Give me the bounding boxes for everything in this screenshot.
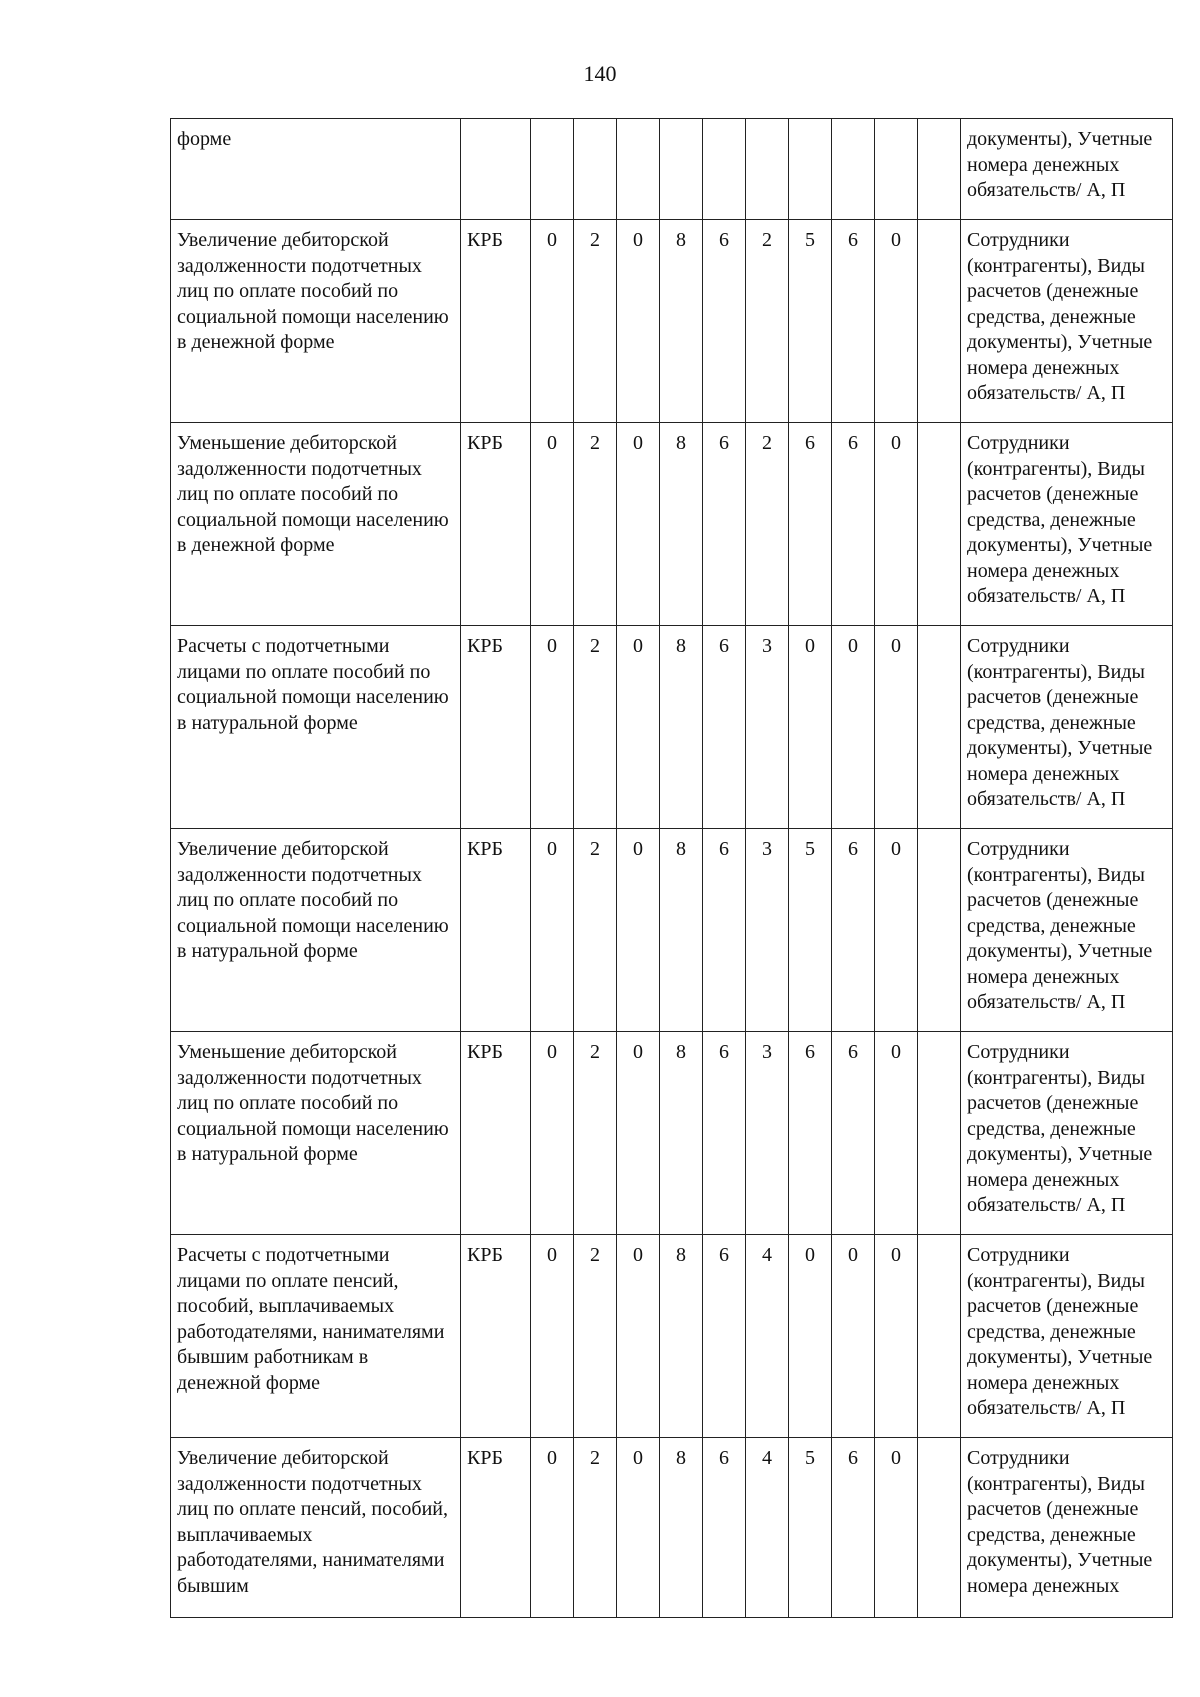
account-code-digit-cell: 0 <box>531 1438 574 1618</box>
account-code-digit-cell: 0 <box>531 1235 574 1438</box>
table-row <box>171 1235 1173 1438</box>
account-code-digit-cell: 0 <box>531 423 574 626</box>
account-code-digit-cell: 8 <box>660 220 703 423</box>
account-name-cell: Увеличение дебиторской задолженности подотчетных лиц по оплате пособий по социальной помощи населению в денежной форме <box>171 220 461 423</box>
table-row <box>171 626 1173 829</box>
account-code-digit-cell: 0 <box>617 1438 660 1618</box>
budget-type-cell: КРБ <box>461 1438 531 1618</box>
account-code-digit-cell <box>531 119 574 220</box>
account-code-digit-cell <box>918 1235 961 1438</box>
account-code-digit-cell: 2 <box>574 829 617 1032</box>
budget-type-cell: КРБ <box>461 220 531 423</box>
accounts-table <box>170 118 1173 1618</box>
account-code-digit-cell: 0 <box>531 829 574 1032</box>
page-number: 140 <box>583 61 617 86</box>
analytics-cell: документы), Учетные номера денежных обязательств/ А, П <box>961 119 1173 220</box>
account-code-digit-cell: 6 <box>703 220 746 423</box>
account-code-digit-cell <box>918 220 961 423</box>
account-code-digit-cell: 8 <box>660 829 703 1032</box>
account-code-digit-cell: 0 <box>875 1235 918 1438</box>
account-code-digit-cell: 6 <box>703 1438 746 1618</box>
account-code-digit-cell: 0 <box>875 423 918 626</box>
account-code-digit-cell: 0 <box>531 1032 574 1235</box>
account-code-digit-cell: 0 <box>617 1235 660 1438</box>
account-name-cell: Увеличение дебиторской задолженности подотчетных лиц по оплате пенсий, пособий, выплачиваемых работодателями, нанимателями бывшим <box>171 1438 461 1618</box>
account-code-digit-cell: 2 <box>574 220 617 423</box>
account-code-digit-cell: 8 <box>660 423 703 626</box>
analytics-cell: Сотрудники (контрагенты), Виды расчетов (денежные средства, денежные документы), Учетные номера денежных обязательств/ А, П <box>961 1235 1173 1438</box>
table-row <box>171 1032 1173 1235</box>
account-code-digit-cell <box>703 119 746 220</box>
account-code-digit-cell: 0 <box>875 1032 918 1235</box>
account-code-digit-cell: 2 <box>574 1438 617 1618</box>
analytics-cell: Сотрудники (контрагенты), Виды расчетов (денежные средства, денежные документы), Учетные номера денежных обязательств/ А, П <box>961 1032 1173 1235</box>
account-code-digit-cell: 5 <box>789 220 832 423</box>
account-code-digit-cell: 3 <box>746 829 789 1032</box>
budget-type-cell: КРБ <box>461 423 531 626</box>
account-code-digit-cell: 8 <box>660 1235 703 1438</box>
account-code-digit-cell <box>875 119 918 220</box>
analytics-cell: Сотрудники (контрагенты), Виды расчетов (денежные средства, денежные документы), Учетные номера денежных обязательств/ А, П <box>961 626 1173 829</box>
account-code-digit-cell <box>918 626 961 829</box>
account-name-cell: форме <box>171 119 461 220</box>
table-row <box>171 829 1173 1032</box>
account-code-digit-cell: 3 <box>746 626 789 829</box>
account-code-digit-cell: 0 <box>875 220 918 423</box>
account-code-digit-cell: 6 <box>703 626 746 829</box>
account-code-digit-cell: 6 <box>703 1032 746 1235</box>
account-code-digit-cell: 0 <box>617 829 660 1032</box>
account-code-digit-cell: 6 <box>832 423 875 626</box>
table-row <box>171 119 1173 220</box>
budget-type-cell <box>461 119 531 220</box>
account-code-digit-cell: 0 <box>875 626 918 829</box>
account-code-digit-cell: 0 <box>617 423 660 626</box>
account-name-cell: Расчеты с подотчетными лицами по оплате пособий по социальной помощи населению в натуральной форме <box>171 626 461 829</box>
account-code-digit-cell: 0 <box>789 626 832 829</box>
budget-type-cell: КРБ <box>461 829 531 1032</box>
account-code-digit-cell: 5 <box>789 1438 832 1618</box>
account-code-digit-cell: 4 <box>746 1235 789 1438</box>
account-code-digit-cell: 6 <box>703 829 746 1032</box>
account-code-digit-cell: 0 <box>617 1032 660 1235</box>
account-code-digit-cell <box>918 423 961 626</box>
account-code-digit-cell: 6 <box>832 1438 875 1618</box>
account-code-digit-cell <box>617 119 660 220</box>
account-code-digit-cell: 2 <box>574 423 617 626</box>
table-row <box>171 1438 1173 1618</box>
account-code-digit-cell: 0 <box>875 829 918 1032</box>
account-code-digit-cell <box>918 1438 961 1618</box>
account-name-cell: Расчеты с подотчетными лицами по оплате пенсий, пособий, выплачиваемых работодателями, нанимателями бывшим работникам в денежной форме <box>171 1235 461 1438</box>
account-code-digit-cell: 2 <box>574 1032 617 1235</box>
account-code-digit-cell: 0 <box>832 626 875 829</box>
account-code-digit-cell: 0 <box>531 626 574 829</box>
account-code-digit-cell: 8 <box>660 1032 703 1235</box>
account-code-digit-cell: 5 <box>789 829 832 1032</box>
account-code-digit-cell: 4 <box>746 1438 789 1618</box>
account-code-digit-cell: 8 <box>660 1438 703 1618</box>
budget-type-cell: КРБ <box>461 626 531 829</box>
account-code-digit-cell: 2 <box>746 423 789 626</box>
analytics-cell: Сотрудники (контрагенты), Виды расчетов (денежные средства, денежные документы), Учетные номера денежных обязательств/ А, П <box>961 220 1173 423</box>
analytics-cell: Сотрудники (контрагенты), Виды расчетов (денежные средства, денежные документы), Учетные номера денежных обязательств/ А, П <box>961 423 1173 626</box>
budget-type-cell: КРБ <box>461 1235 531 1438</box>
account-code-digit-cell: 2 <box>746 220 789 423</box>
account-code-digit-cell: 6 <box>703 423 746 626</box>
account-code-digit-cell: 0 <box>875 1438 918 1618</box>
account-code-digit-cell: 6 <box>832 1032 875 1235</box>
table-body <box>171 119 1173 1618</box>
account-code-digit-cell <box>918 1032 961 1235</box>
account-name-cell: Увеличение дебиторской задолженности подотчетных лиц по оплате пособий по социальной помощи населению в натуральной форме <box>171 829 461 1032</box>
account-code-digit-cell: 3 <box>746 1032 789 1235</box>
account-code-digit-cell <box>574 119 617 220</box>
budget-type-cell: КРБ <box>461 1032 531 1235</box>
account-code-digit-cell: 8 <box>660 626 703 829</box>
table-row <box>171 220 1173 423</box>
account-code-digit-cell: 6 <box>703 1235 746 1438</box>
account-code-digit-cell: 0 <box>832 1235 875 1438</box>
account-code-digit-cell: 2 <box>574 1235 617 1438</box>
account-name-cell: Уменьшение дебиторской задолженности подотчетных лиц по оплате пособий по социальной помощи населению в денежной форме <box>171 423 461 626</box>
account-code-digit-cell <box>660 119 703 220</box>
account-code-digit-cell: 0 <box>789 1235 832 1438</box>
account-code-digit-cell <box>789 119 832 220</box>
account-code-digit-cell <box>832 119 875 220</box>
table-row <box>171 423 1173 626</box>
account-code-digit-cell: 6 <box>832 220 875 423</box>
account-code-digit-cell <box>918 829 961 1032</box>
account-code-digit-cell <box>918 119 961 220</box>
account-code-digit-cell: 6 <box>832 829 875 1032</box>
account-code-digit-cell: 0 <box>531 220 574 423</box>
analytics-cell: Сотрудники (контрагенты), Виды расчетов (денежные средства, денежные документы), Учетные номера денежных <box>961 1438 1173 1618</box>
account-name-cell: Уменьшение дебиторской задолженности подотчетных лиц по оплате пособий по социальной помощи населению в натуральной форме <box>171 1032 461 1235</box>
account-code-digit-cell <box>746 119 789 220</box>
account-code-digit-cell: 6 <box>789 423 832 626</box>
account-code-digit-cell: 2 <box>574 626 617 829</box>
account-code-digit-cell: 0 <box>617 220 660 423</box>
account-code-digit-cell: 6 <box>789 1032 832 1235</box>
analytics-cell: Сотрудники (контрагенты), Виды расчетов (денежные средства, денежные документы), Учетные номера денежных обязательств/ А, П <box>961 829 1173 1032</box>
account-code-digit-cell: 0 <box>617 626 660 829</box>
